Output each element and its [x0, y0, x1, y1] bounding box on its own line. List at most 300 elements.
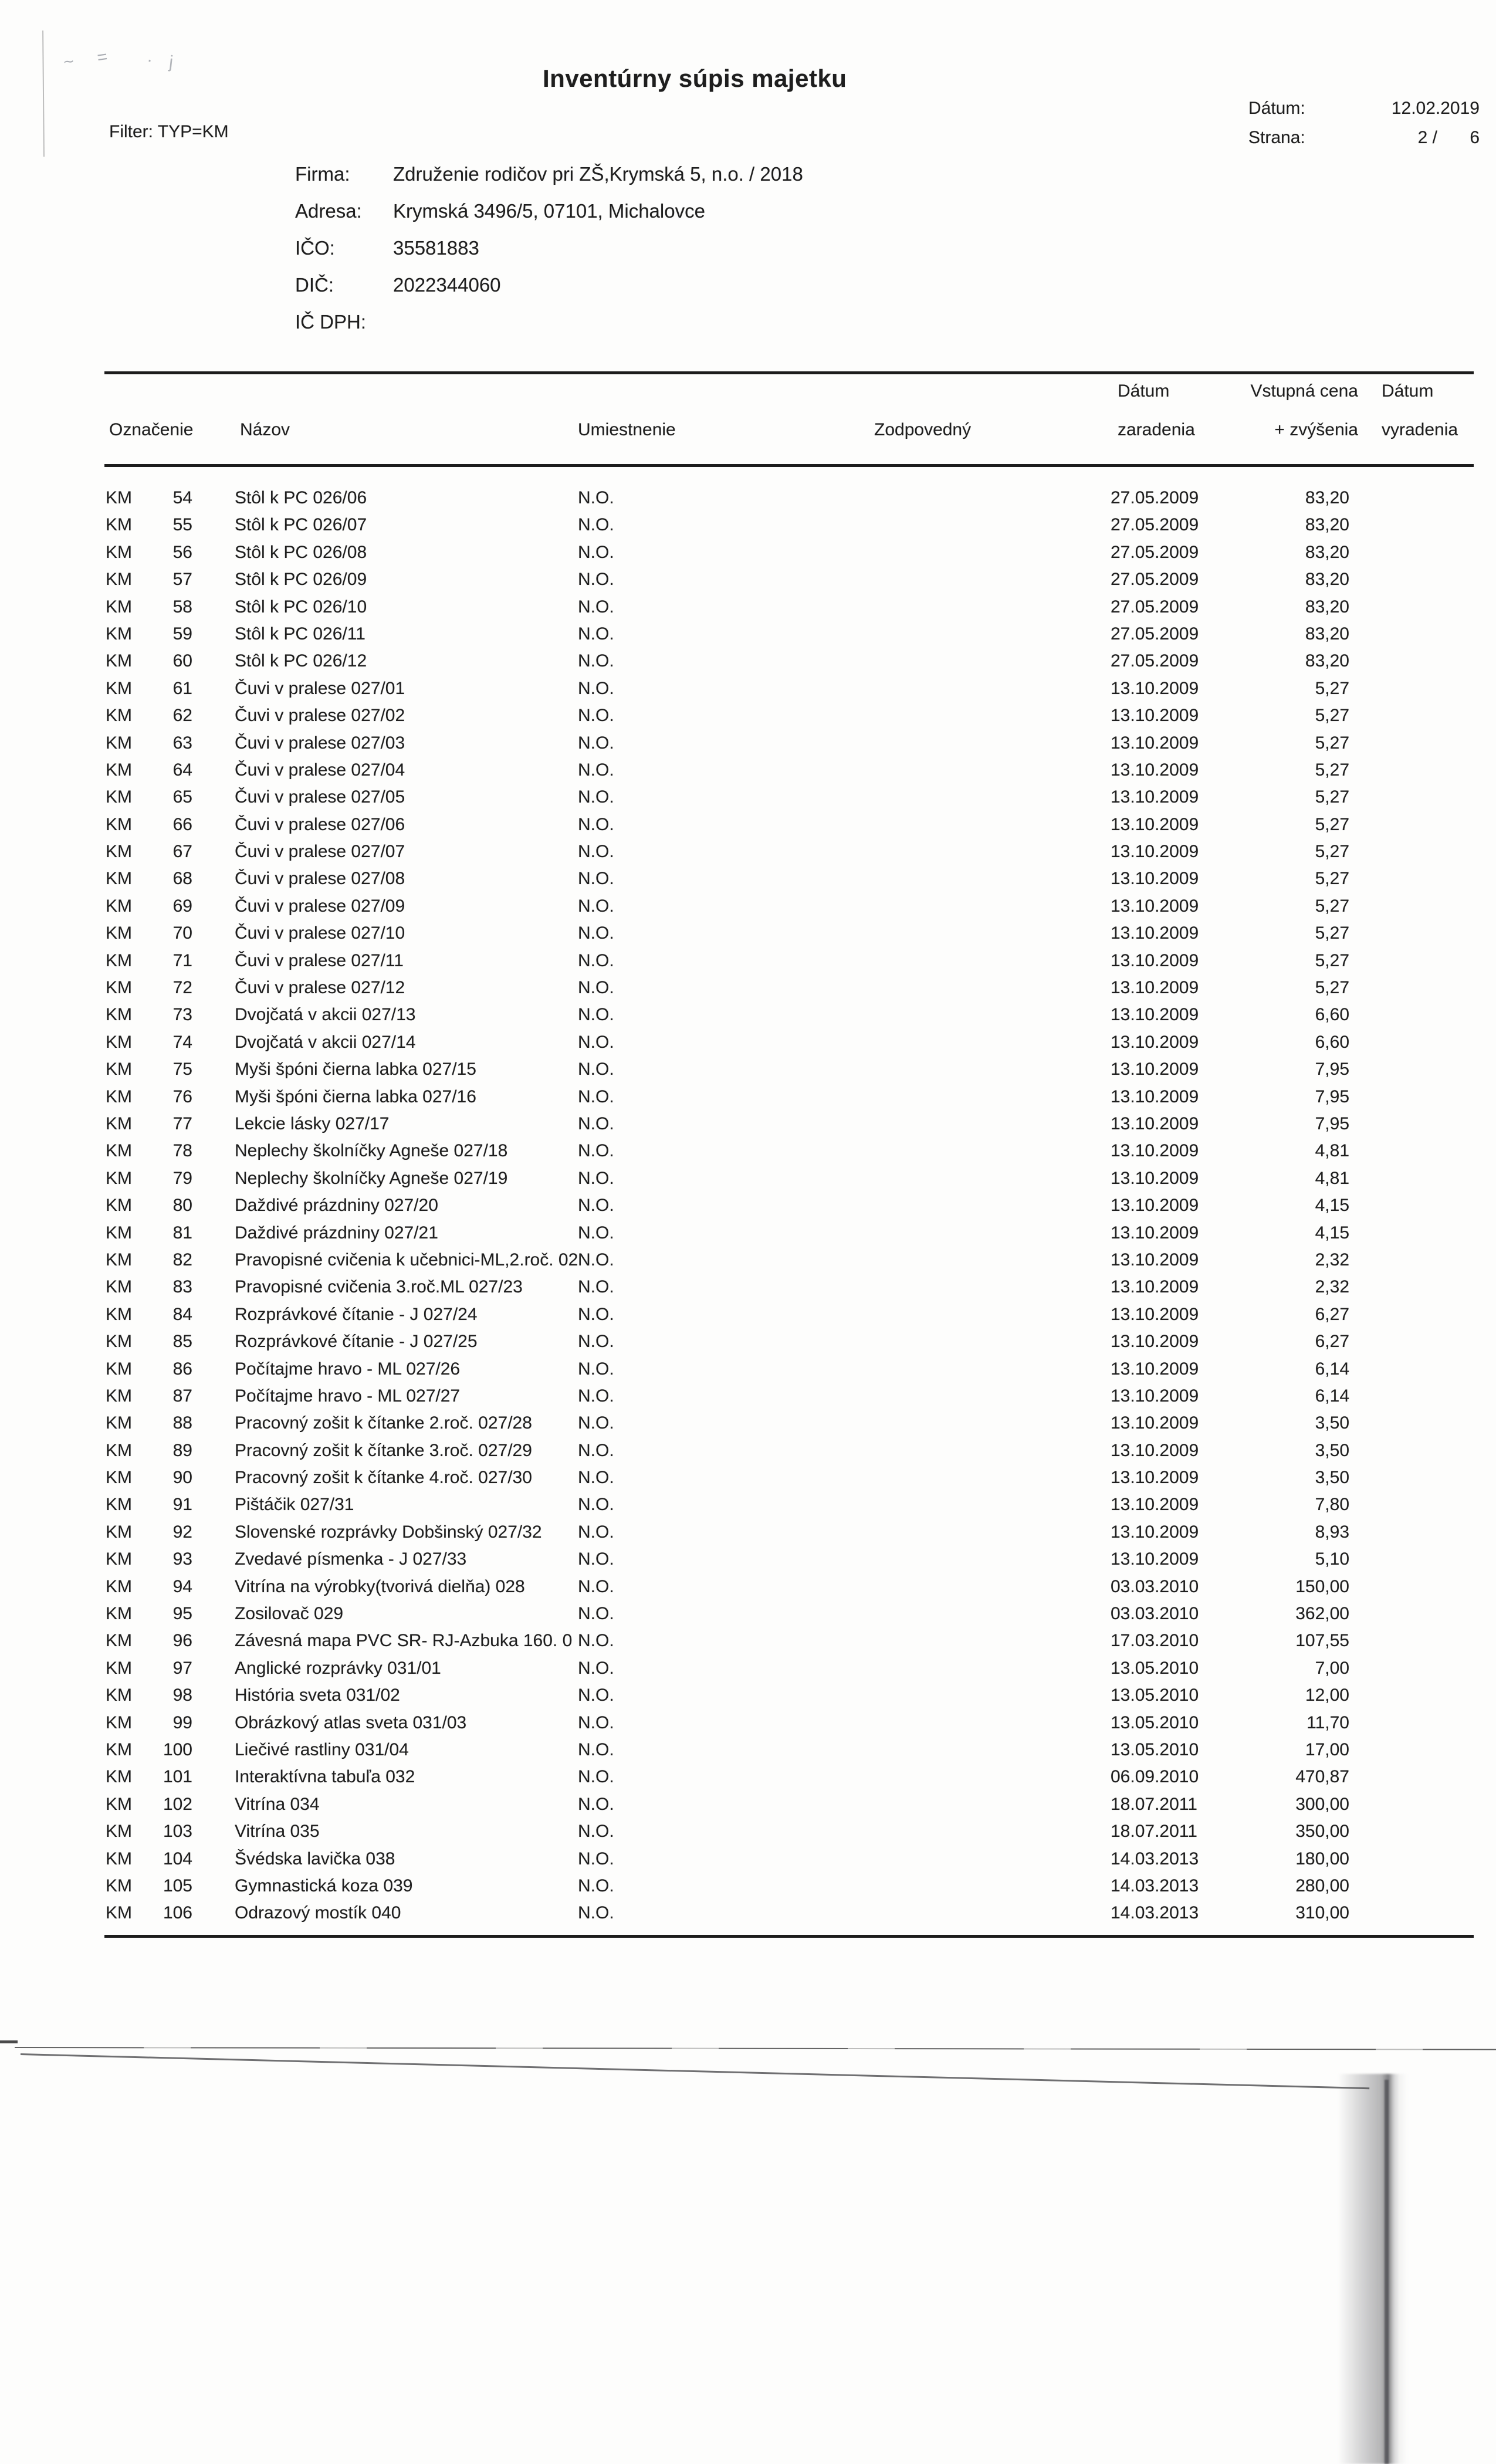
item-location: N.O. [578, 1032, 614, 1052]
item-responsible [874, 1328, 1109, 1355]
item-location: N.O. [578, 570, 614, 590]
item-name: Gymnastická koza 039 [235, 1876, 413, 1896]
entry-price: 180,00 [1295, 1849, 1349, 1869]
date-added: 14.03.2013 [1111, 1849, 1199, 1869]
header-spacer [235, 381, 578, 401]
item-responsible [874, 920, 1109, 947]
date-discarded [1358, 1056, 1473, 1083]
row-id-prefix: KM [106, 1576, 132, 1596]
item-responsible [874, 1084, 1109, 1111]
table-row [106, 1356, 1473, 1383]
item-responsible [874, 1138, 1109, 1165]
company-ico-label: IČO: [295, 237, 335, 259]
item-responsible [874, 648, 1109, 675]
item-name: Neplechy školníčky Agneše 027/19 [235, 1168, 508, 1188]
item-responsible [874, 1220, 1109, 1247]
table-row [106, 1546, 1473, 1573]
entry-price: 6,27 [1315, 1304, 1349, 1324]
date-added: 13.10.2009 [1111, 706, 1199, 726]
table-row [106, 1464, 1473, 1491]
row-id-prefix: KM [106, 1359, 132, 1379]
item-location: N.O. [578, 1196, 614, 1216]
item-responsible [874, 621, 1109, 648]
date-discarded [1358, 1383, 1473, 1410]
item-name: Daždivé prázdniny 027/21 [235, 1223, 438, 1243]
item-name: Stôl k PC 026/11 [235, 624, 365, 644]
row-id-prefix: KM [106, 706, 132, 726]
item-responsible [874, 1737, 1109, 1764]
date-discarded [1358, 1791, 1473, 1818]
item-location: N.O. [578, 1359, 614, 1379]
entry-price: 8,93 [1315, 1522, 1349, 1542]
item-location: N.O. [578, 869, 614, 889]
row-designation [106, 675, 235, 702]
item-name: Čuvi v pralese 027/11 [235, 950, 404, 970]
date-added: 13.10.2009 [1111, 1332, 1199, 1352]
item-name: Čuvi v pralese 027/10 [235, 923, 405, 943]
row-id-number: 94 [172, 1576, 192, 1596]
entry-price: 4,15 [1315, 1196, 1349, 1216]
col-header-date-discarded-line2: vyradenia [1382, 420, 1458, 439]
item-responsible [874, 784, 1109, 811]
item-location: N.O. [578, 950, 614, 970]
item-responsible [874, 1274, 1109, 1301]
date-discarded [1358, 757, 1473, 784]
date-added: 13.10.2009 [1111, 1168, 1199, 1188]
filter-line: Filter: TYP=KM [109, 122, 229, 141]
entry-price: 5,27 [1315, 787, 1349, 807]
item-name: Čuvi v pralese 027/02 [235, 706, 405, 726]
row-id-number: 79 [172, 1168, 192, 1188]
entry-price: 4,81 [1315, 1141, 1349, 1161]
date-added: 13.10.2009 [1111, 1440, 1199, 1460]
entry-price: 83,20 [1305, 570, 1349, 590]
row-designation [106, 893, 235, 920]
table-row [106, 1220, 1473, 1247]
table-row [106, 1710, 1473, 1737]
row-id-prefix: KM [106, 1168, 132, 1188]
item-name: Stôl k PC 026/08 [235, 542, 367, 562]
item-responsible [874, 1356, 1109, 1383]
item-responsible [874, 1791, 1109, 1818]
item-location: N.O. [578, 1005, 614, 1025]
date-discarded [1358, 1301, 1473, 1328]
entry-price: 7,95 [1315, 1060, 1349, 1079]
row-designation [106, 1519, 235, 1546]
item-responsible [874, 1247, 1109, 1274]
table-row [106, 621, 1473, 648]
item-name: Švédska lavička 038 [235, 1849, 395, 1869]
item-location: N.O. [578, 651, 614, 671]
row-id-prefix: KM [106, 597, 132, 617]
row-designation [106, 1274, 235, 1301]
row-id-number: 99 [172, 1712, 192, 1732]
table-row [106, 1873, 1473, 1900]
date-discarded [1358, 838, 1473, 865]
scan-fold-dash [0, 2040, 18, 2043]
table-row [106, 1247, 1473, 1274]
item-location: N.O. [578, 1113, 614, 1133]
item-name: Počítajme hravo - ML 027/27 [235, 1386, 461, 1406]
item-responsible [874, 1682, 1109, 1709]
row-id-number: 80 [172, 1196, 192, 1216]
row-id-number: 84 [172, 1304, 192, 1324]
entry-price: 5,27 [1315, 896, 1349, 916]
entry-price: 17,00 [1305, 1739, 1349, 1759]
row-id-prefix: KM [106, 1631, 132, 1651]
item-responsible [874, 566, 1109, 593]
entry-price: 7,95 [1315, 1113, 1349, 1133]
entry-price: 83,20 [1305, 597, 1349, 617]
date-discarded [1358, 730, 1473, 757]
table-row [106, 1491, 1473, 1518]
item-responsible [874, 702, 1109, 729]
row-id-prefix: KM [106, 1903, 132, 1923]
date-discarded [1358, 1600, 1473, 1627]
row-designation [106, 1165, 235, 1192]
date-added: 27.05.2009 [1111, 570, 1199, 590]
date-discarded [1358, 621, 1473, 648]
entry-price: 7,95 [1315, 1087, 1349, 1106]
item-location: N.O. [578, 1440, 614, 1460]
item-responsible [874, 947, 1109, 974]
table-row [106, 1084, 1473, 1111]
item-location: N.O. [578, 1794, 614, 1814]
item-name: Odrazový mostík 040 [235, 1903, 401, 1923]
date-added: 13.05.2010 [1111, 1739, 1199, 1759]
date-added: 13.10.2009 [1111, 733, 1199, 753]
row-id-prefix: KM [106, 1685, 132, 1705]
date-discarded [1358, 1084, 1473, 1111]
item-responsible [874, 1437, 1109, 1464]
table-row [106, 566, 1473, 593]
item-location: N.O. [578, 706, 614, 726]
item-location: N.O. [578, 1386, 614, 1406]
header-spacer [106, 381, 235, 401]
row-id-number: 63 [172, 733, 192, 753]
row-id-number: 70 [172, 923, 192, 943]
item-name: Pravopisné cvičenia k učebnici-ML,2.roč. 02 [235, 1250, 578, 1270]
entry-price: 5,10 [1315, 1549, 1349, 1569]
item-name: Slovenské rozprávky Dobšinský 027/32 [235, 1522, 542, 1542]
scan-corner-shadow [1338, 2074, 1408, 2464]
row-id-number: 54 [172, 488, 192, 507]
col-header-entry-price-line2: + zvýšenia [1274, 420, 1358, 439]
table-row [106, 1600, 1473, 1627]
row-designation [106, 757, 235, 784]
row-designation [106, 566, 235, 593]
item-location: N.O. [578, 1739, 614, 1759]
entry-price: 6,27 [1315, 1332, 1349, 1352]
item-name: Čuvi v pralese 027/12 [235, 978, 405, 998]
header-spacer [578, 381, 874, 401]
date-added: 27.05.2009 [1111, 597, 1199, 617]
date-discarded [1358, 1247, 1473, 1274]
item-responsible [874, 1519, 1109, 1546]
row-id-prefix: KM [106, 1113, 132, 1133]
col-header-entry-price-line1: Vstupná cena [1250, 381, 1358, 401]
date-discarded [1358, 702, 1473, 729]
row-id-prefix: KM [106, 1332, 132, 1352]
date-discarded [1358, 1546, 1473, 1573]
row-id-number: 62 [172, 706, 192, 726]
date-added: 18.07.2011 [1111, 1822, 1197, 1842]
item-location: N.O. [578, 1168, 614, 1188]
pencil-mark: ~ = [62, 45, 119, 73]
date-discarded [1358, 594, 1473, 621]
row-designation [106, 1301, 235, 1328]
date-added: 13.10.2009 [1111, 896, 1199, 916]
item-name: Stôl k PC 026/07 [235, 515, 367, 535]
date-discarded [1358, 1111, 1473, 1138]
date-added: 27.05.2009 [1111, 651, 1199, 671]
date-discarded [1358, 1737, 1473, 1764]
row-id-prefix: KM [106, 1223, 132, 1243]
date-discarded [1358, 1682, 1473, 1709]
item-location: N.O. [578, 1712, 614, 1732]
company-firma-value: Združenie rodičov pri ZŠ,Krymská 5, n.o. / 2018 [393, 163, 803, 185]
entry-price: 107,55 [1295, 1631, 1349, 1651]
page-number-current: 2 / [1417, 128, 1437, 147]
date-added: 13.10.2009 [1111, 760, 1199, 780]
table-row [106, 1682, 1473, 1709]
row-id-number: 88 [172, 1413, 192, 1433]
date-added: 03.03.2010 [1111, 1576, 1199, 1596]
row-designation [106, 1464, 235, 1491]
item-name: Liečivé rastliny 031/04 [235, 1739, 409, 1759]
row-id-prefix: KM [106, 950, 132, 970]
date-discarded [1358, 1655, 1473, 1682]
entry-price: 6,60 [1315, 1005, 1349, 1025]
item-name: Zvedavé písmenka - J 027/33 [235, 1549, 467, 1569]
row-id-number: 77 [172, 1113, 192, 1133]
row-id-number: 56 [172, 542, 192, 562]
company-adresa-value: Krymská 3496/5, 07101, Michalovce [393, 200, 705, 222]
table-row [106, 811, 1473, 838]
date-added: 13.10.2009 [1111, 1468, 1199, 1488]
entry-price: 5,27 [1315, 923, 1349, 943]
item-location: N.O. [578, 1495, 614, 1515]
date-discarded [1358, 1491, 1473, 1518]
date-added: 13.10.2009 [1111, 1359, 1199, 1379]
item-responsible [874, 1846, 1109, 1873]
date-added: 13.05.2010 [1111, 1658, 1199, 1678]
row-designation [106, 838, 235, 865]
col-header-designation: Označenie [109, 420, 194, 439]
company-adresa-label: Adresa: [295, 200, 362, 222]
entry-price: 12,00 [1305, 1685, 1349, 1705]
date-discarded [1358, 1192, 1473, 1219]
date-added: 06.09.2010 [1111, 1767, 1199, 1787]
item-location: N.O. [578, 488, 614, 507]
item-name: Vitrína 034 [235, 1794, 320, 1814]
row-id-prefix: KM [106, 1386, 132, 1406]
row-id-number: 78 [172, 1141, 192, 1161]
entry-price: 470,87 [1295, 1767, 1349, 1787]
row-id-number: 102 [163, 1794, 192, 1814]
item-name: Zosilovač 029 [235, 1604, 344, 1624]
date-discarded [1358, 1437, 1473, 1464]
item-responsible [874, 1818, 1109, 1845]
table-row [106, 512, 1473, 539]
item-responsible [874, 1301, 1109, 1328]
item-location: N.O. [578, 515, 614, 535]
date-discarded [1358, 1274, 1473, 1301]
row-designation [106, 702, 235, 729]
scan-edge-line [42, 31, 45, 157]
date-added: 13.10.2009 [1111, 1304, 1199, 1324]
date-label: Dátum: [1248, 99, 1305, 118]
row-designation [106, 1247, 235, 1274]
item-responsible [874, 757, 1109, 784]
row-designation [106, 1846, 235, 1873]
scan-fold-line [21, 2053, 1369, 2089]
row-designation [106, 1383, 235, 1410]
row-designation [106, 920, 235, 947]
entry-price: 3,50 [1315, 1413, 1349, 1433]
col-header-date-added-line1: Dátum [1118, 381, 1170, 401]
row-designation [106, 1001, 235, 1028]
entry-price: 83,20 [1305, 651, 1349, 671]
row-designation [106, 512, 235, 539]
col-header-date-discarded-line1: Dátum [1382, 381, 1434, 401]
item-name: Stôl k PC 026/09 [235, 570, 367, 590]
item-responsible [874, 974, 1109, 1001]
row-id-number: 74 [172, 1032, 192, 1052]
item-name: Vitrína na výrobky(tvorivá dielňa) 028 [235, 1576, 525, 1596]
item-responsible [874, 1600, 1109, 1627]
row-designation [106, 1655, 235, 1682]
date-added: 13.10.2009 [1111, 1413, 1199, 1433]
date-added: 13.10.2009 [1111, 1113, 1199, 1133]
entry-price: 5,27 [1315, 760, 1349, 780]
item-location: N.O. [578, 542, 614, 562]
item-location: N.O. [578, 842, 614, 862]
date-added: 13.10.2009 [1111, 1223, 1199, 1243]
row-id-number: 90 [172, 1468, 192, 1488]
entry-price: 6,14 [1315, 1386, 1349, 1406]
entry-price: 5,27 [1315, 950, 1349, 970]
item-location: N.O. [578, 624, 614, 644]
table-body [106, 485, 1473, 1927]
company-ico-value: 35581883 [393, 237, 479, 259]
date-discarded [1358, 1846, 1473, 1873]
date-added: 13.10.2009 [1111, 923, 1199, 943]
date-added: 13.10.2009 [1111, 1060, 1199, 1079]
row-id-number: 71 [172, 950, 192, 970]
date-added: 27.05.2009 [1111, 624, 1199, 644]
row-designation [106, 1573, 235, 1600]
entry-price: 4,81 [1315, 1168, 1349, 1188]
col-header-responsible: Zodpovedný [874, 420, 972, 439]
row-id-prefix: KM [106, 896, 132, 916]
row-id-number: 91 [172, 1495, 192, 1515]
company-firma-row [295, 163, 803, 200]
row-designation [106, 947, 235, 974]
row-id-prefix: KM [106, 1468, 132, 1488]
row-id-prefix: KM [106, 1141, 132, 1161]
item-responsible [874, 730, 1109, 757]
date-added: 13.10.2009 [1111, 978, 1199, 998]
date-discarded [1358, 1519, 1473, 1546]
entry-price: 6,14 [1315, 1359, 1349, 1379]
table-row [106, 730, 1473, 757]
date-added: 27.05.2009 [1111, 488, 1199, 507]
entry-price: 5,27 [1315, 733, 1349, 753]
table-row [106, 947, 1473, 974]
row-id-number: 64 [172, 760, 192, 780]
date-added: 13.10.2009 [1111, 1196, 1199, 1216]
table-row [106, 1519, 1473, 1546]
date-discarded [1358, 1328, 1473, 1355]
date-discarded [1358, 1900, 1473, 1927]
row-id-number: 103 [163, 1822, 192, 1842]
row-id-prefix: KM [106, 1304, 132, 1324]
row-id-number: 98 [172, 1685, 192, 1705]
item-name: Rozprávkové čítanie - J 027/24 [235, 1304, 478, 1324]
item-name: Neplechy školníčky Agneše 027/18 [235, 1141, 508, 1161]
header-spacer [874, 381, 1109, 401]
row-designation [106, 1600, 235, 1627]
item-responsible [874, 485, 1109, 512]
row-id-prefix: KM [106, 1087, 132, 1106]
entry-price: 4,15 [1315, 1223, 1349, 1243]
item-name: Stôl k PC 026/10 [235, 597, 367, 617]
row-id-number: 93 [172, 1549, 192, 1569]
row-id-number: 60 [172, 651, 192, 671]
item-location: N.O. [578, 760, 614, 780]
item-responsible [874, 893, 1109, 920]
row-designation [106, 1546, 235, 1573]
item-responsible [874, 539, 1109, 566]
date-discarded [1358, 1818, 1473, 1845]
page-number-total: 6 [1470, 128, 1480, 147]
row-id-number: 75 [172, 1060, 192, 1079]
company-ico-row [295, 237, 803, 274]
table-row [106, 1328, 1473, 1355]
row-designation [106, 1764, 235, 1791]
item-responsible [874, 1546, 1109, 1573]
item-name: Čuvi v pralese 027/08 [235, 869, 405, 889]
row-id-number: 101 [163, 1767, 192, 1787]
row-designation [106, 539, 235, 566]
row-id-number: 76 [172, 1087, 192, 1106]
col-header-name: Názov [240, 420, 290, 439]
table-row [106, 1274, 1473, 1301]
company-dic-row [295, 274, 803, 311]
item-location: N.O. [578, 1576, 614, 1596]
row-id-prefix: KM [106, 923, 132, 943]
table-row [106, 920, 1473, 947]
item-name: Čuvi v pralese 027/09 [235, 896, 405, 916]
row-id-prefix: KM [106, 1658, 132, 1678]
row-id-prefix: KM [106, 814, 132, 834]
date-added: 27.05.2009 [1111, 515, 1199, 535]
row-id-number: 68 [172, 869, 192, 889]
item-responsible [874, 1029, 1109, 1056]
row-designation [106, 1084, 235, 1111]
entry-price: 5,27 [1315, 978, 1349, 998]
row-designation [106, 621, 235, 648]
date-discarded [1358, 1165, 1473, 1192]
row-id-prefix: KM [106, 1604, 132, 1624]
item-location: N.O. [578, 1658, 614, 1678]
date-discarded [1358, 947, 1473, 974]
row-id-prefix: KM [106, 1876, 132, 1896]
item-name: Počítajme hravo - ML 027/26 [235, 1359, 461, 1379]
table-row [106, 1846, 1473, 1873]
item-location: N.O. [578, 1903, 614, 1923]
